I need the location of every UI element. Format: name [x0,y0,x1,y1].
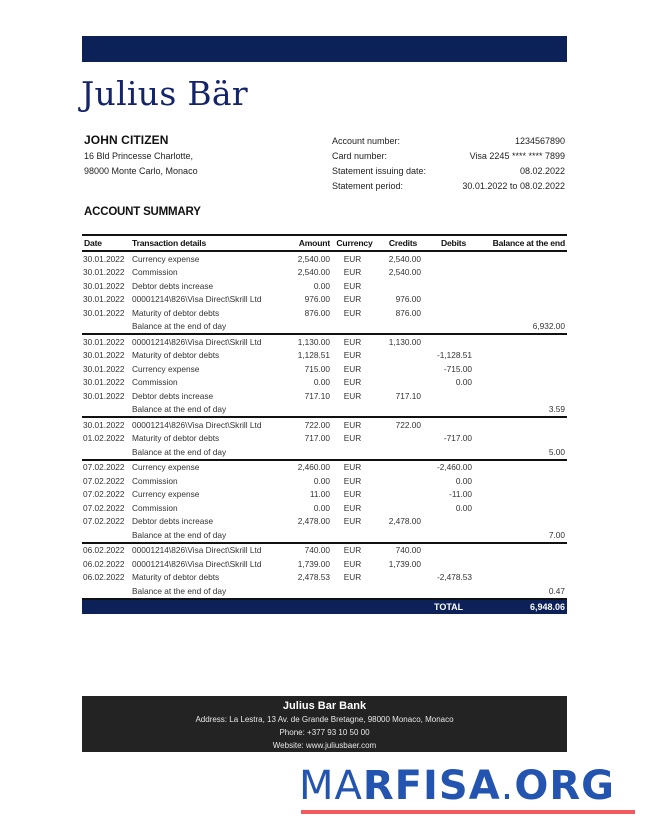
section-title: ACCOUNT SUMMARY [84,206,201,218]
table-row [82,349,567,363]
cell-details: 00001214\826\Visa Direct\Skrill Ltd [132,336,262,347]
cell-details: Maturity of debtor debts [132,433,220,444]
col-header-credits: Credits [388,238,418,248]
account-number-row [332,136,565,151]
cell-currency: EUR [343,307,362,318]
balance-row [82,445,567,459]
cell-currency: EUR [343,419,362,430]
cell-currency: EUR [343,462,362,473]
cell-date: 30.01.2022 [83,363,125,374]
info-value: 08.02.2022 [519,166,565,176]
cell-debits: -2,478.53 [436,572,472,583]
day-group [82,544,567,600]
account-info [332,136,565,196]
client-block [84,133,198,177]
cell-currency: EUR [343,377,362,388]
table-row [82,376,567,390]
cell-debits: 0.00 [455,502,472,513]
info-value: 30.01.2022 to 08.02.2022 [462,181,565,191]
total-bar [82,600,567,614]
cell-date: 30.01.2022 [83,267,125,278]
cell-currency: EUR [343,545,362,556]
card-number-row [332,151,565,166]
table-body [82,252,567,600]
table-row [82,418,567,432]
cell-currency: EUR [343,572,362,583]
cell-date: 30.01.2022 [83,350,125,361]
cell-details: Debtor debts increase [132,516,214,527]
cell-details: Commission [132,475,178,486]
header-banner [82,36,567,62]
cell-debits: -11.00 [449,489,472,500]
col-header-balance: Balance at the end [492,238,565,248]
cell-debits: 0.00 [455,377,472,388]
cell-amount: 1,128.51 [297,350,330,361]
watermark-text: MARFISA.ORG [299,763,616,809]
table-row [82,544,567,558]
cell-debits: 0.00 [455,475,472,486]
cell-details: Balance at the end of day [132,585,227,596]
col-header-date: Date [84,238,102,248]
cell-balance: 0.47 [548,585,565,596]
watermark [299,764,639,814]
cell-details: 00001214\826\Visa Direct\Skrill Ltd [132,558,262,569]
bank-logo: Julius Bär [81,74,248,113]
total-label: TOTAL [434,601,464,612]
client-name: JOHN CITIZEN [84,133,169,147]
cell-details: Debtor debts increase [132,280,214,291]
cell-amount: 976.00 [304,294,330,305]
table-row [82,335,567,349]
table-row [82,501,567,515]
cell-balance: 6,932.00 [532,321,565,332]
cell-credits: 2,540.00 [388,267,421,278]
cell-date: 30.01.2022 [83,377,125,388]
cell-currency: EUR [343,390,362,401]
cell-currency: EUR [343,502,362,513]
table-row [82,252,567,266]
table-row [82,389,567,403]
total-value: 6,948.06 [529,601,565,612]
cell-currency: EUR [343,267,362,278]
cell-amount: 722.00 [304,419,330,430]
info-value: Visa 2245 **** **** 7899 [469,151,565,161]
cell-date: 30.01.2022 [83,307,125,318]
client-address-line1: 16 Bld Princesse Charlotte, [84,151,194,161]
cell-credits: 717.10 [395,390,421,401]
cell-currency: EUR [343,489,362,500]
cell-amount: 876.00 [304,307,330,318]
cell-amount: 1,130.00 [297,336,330,347]
client-address-line2: 98000 Monte Carlo, Monaco [84,166,198,176]
cell-amount: 0.00 [313,377,330,388]
table-row [82,306,567,320]
cell-date: 07.02.2022 [83,516,125,527]
cell-credits: 740.00 [395,545,421,556]
cell-details: Commission [132,267,178,278]
cell-details: Debtor debts increase [132,390,214,401]
cell-amount: 11.00 [309,489,330,500]
statement-period-row [332,181,565,196]
day-group [82,335,567,418]
info-label: Account number: [332,136,401,146]
cell-details: Maturity of debtor debts [132,307,220,318]
cell-details: Maturity of debtor debts [132,572,220,583]
balance-row [82,403,567,417]
cell-date: 07.02.2022 [83,462,125,473]
cell-amount: 0.00 [313,280,330,291]
transactions-table [82,234,567,614]
cell-date: 30.01.2022 [83,419,125,430]
cell-date: 30.01.2022 [83,336,125,347]
col-header-debits: Debits [440,238,467,248]
cell-date: 06.02.2022 [83,545,125,556]
watermark-underline [301,810,635,814]
cell-currency: EUR [343,433,362,444]
cell-details: Currency expense [132,462,200,473]
col-header-details: Transaction details [132,238,207,248]
table-row [82,488,567,502]
cell-details: Currency expense [132,253,200,264]
cell-credits: 722.00 [395,419,421,430]
cell-details: Currency expense [132,363,200,374]
cell-details: 00001214\826\Visa Direct\Skrill Ltd [132,294,262,305]
cell-currency: EUR [343,350,362,361]
footer-bank-name: Julius Bar Bank [282,700,367,712]
cell-credits: 976.00 [395,294,421,305]
table-row [82,571,567,585]
cell-balance: 7.00 [548,529,565,540]
cell-debits: -1,128.51 [436,350,472,361]
cell-currency: EUR [343,336,362,347]
cell-amount: 740.00 [304,545,330,556]
cell-details: Balance at the end of day [132,321,227,332]
balance-row [82,528,567,542]
balance-row [82,320,567,334]
balance-row [82,584,567,598]
cell-date: 30.01.2022 [83,294,125,305]
day-group [82,461,567,544]
cell-balance: 3.59 [548,404,565,415]
cell-amount: 717.00 [304,433,330,444]
cell-date: 07.02.2022 [83,502,125,513]
cell-currency: EUR [343,294,362,305]
cell-currency: EUR [343,253,362,264]
table-row [82,432,567,446]
cell-amount: 0.00 [313,502,330,513]
footer-phone: Phone: +377 93 10 50 00 [279,728,370,737]
cell-amount: 2,540.00 [297,267,330,278]
issuing-date-row [332,166,565,181]
cell-debits: -717.00 [443,433,472,444]
table-row [82,474,567,488]
cell-details: Commission [132,502,178,513]
cell-details: Balance at the end of day [132,404,227,415]
footer [82,696,567,752]
cell-amount: 1,739.00 [297,558,330,569]
info-label: Statement issuing date: [332,166,427,176]
col-header-amount: Amount [298,238,330,248]
cell-credits: 876.00 [395,307,421,318]
footer-website: Website: www.juliusbaer.com [272,741,377,750]
cell-currency: EUR [343,280,362,291]
info-label: Card number: [332,151,388,161]
cell-details: Currency expense [132,489,200,500]
cell-details: 00001214\826\Visa Direct\Skrill Ltd [132,419,262,430]
cell-date: 07.02.2022 [83,475,125,486]
cell-details: Balance at the end of day [132,446,227,457]
cell-amount: 715.00 [304,363,330,374]
table-row [82,557,567,571]
cell-date: 01.02.2022 [83,433,125,444]
cell-date: 07.02.2022 [83,489,125,500]
cell-date: 30.01.2022 [83,253,125,264]
cell-date: 06.02.2022 [83,572,125,583]
cell-currency: EUR [343,363,362,374]
cell-amount: 0.00 [313,475,330,486]
cell-amount: 717.10 [304,390,330,401]
cell-details: Balance at the end of day [132,529,227,540]
day-group [82,418,567,461]
cell-debits: -715.00 [443,363,472,374]
info-label: Statement period: [332,181,404,191]
table-row [82,266,567,280]
table-header [82,234,567,252]
cell-credits: 1,739.00 [388,558,421,569]
day-group [82,252,567,335]
cell-amount: 2,478.53 [297,572,330,583]
cell-currency: EUR [343,558,362,569]
cell-amount: 2,540.00 [297,253,330,264]
cell-date: 30.01.2022 [83,390,125,401]
table-row [82,293,567,307]
table-row [82,279,567,293]
cell-credits: 2,540.00 [388,253,421,264]
cell-amount: 2,478.00 [297,516,330,527]
cell-debits: -2,460.00 [436,462,472,473]
footer-address: Address: La Lestra, 13 Av. de Grande Bretagne, 98000 Monaco, Monaco [195,715,454,724]
cell-details: 00001214\826\Visa Direct\Skrill Ltd [132,545,262,556]
table-row [82,461,567,475]
cell-date: 30.01.2022 [83,280,125,291]
cell-currency: EUR [343,475,362,486]
cell-details: Commission [132,377,178,388]
col-header-currency: Currency [336,238,373,248]
table-row [82,362,567,376]
table-row [82,515,567,529]
cell-balance: 5.00 [548,446,565,457]
info-value: 1234567890 [514,136,565,146]
cell-details: Maturity of debtor debts [132,350,220,361]
cell-date: 06.02.2022 [83,558,125,569]
cell-currency: EUR [343,516,362,527]
cell-amount: 2,460.00 [297,462,330,473]
cell-credits: 2,478.00 [388,516,421,527]
cell-credits: 1,130.00 [388,336,421,347]
